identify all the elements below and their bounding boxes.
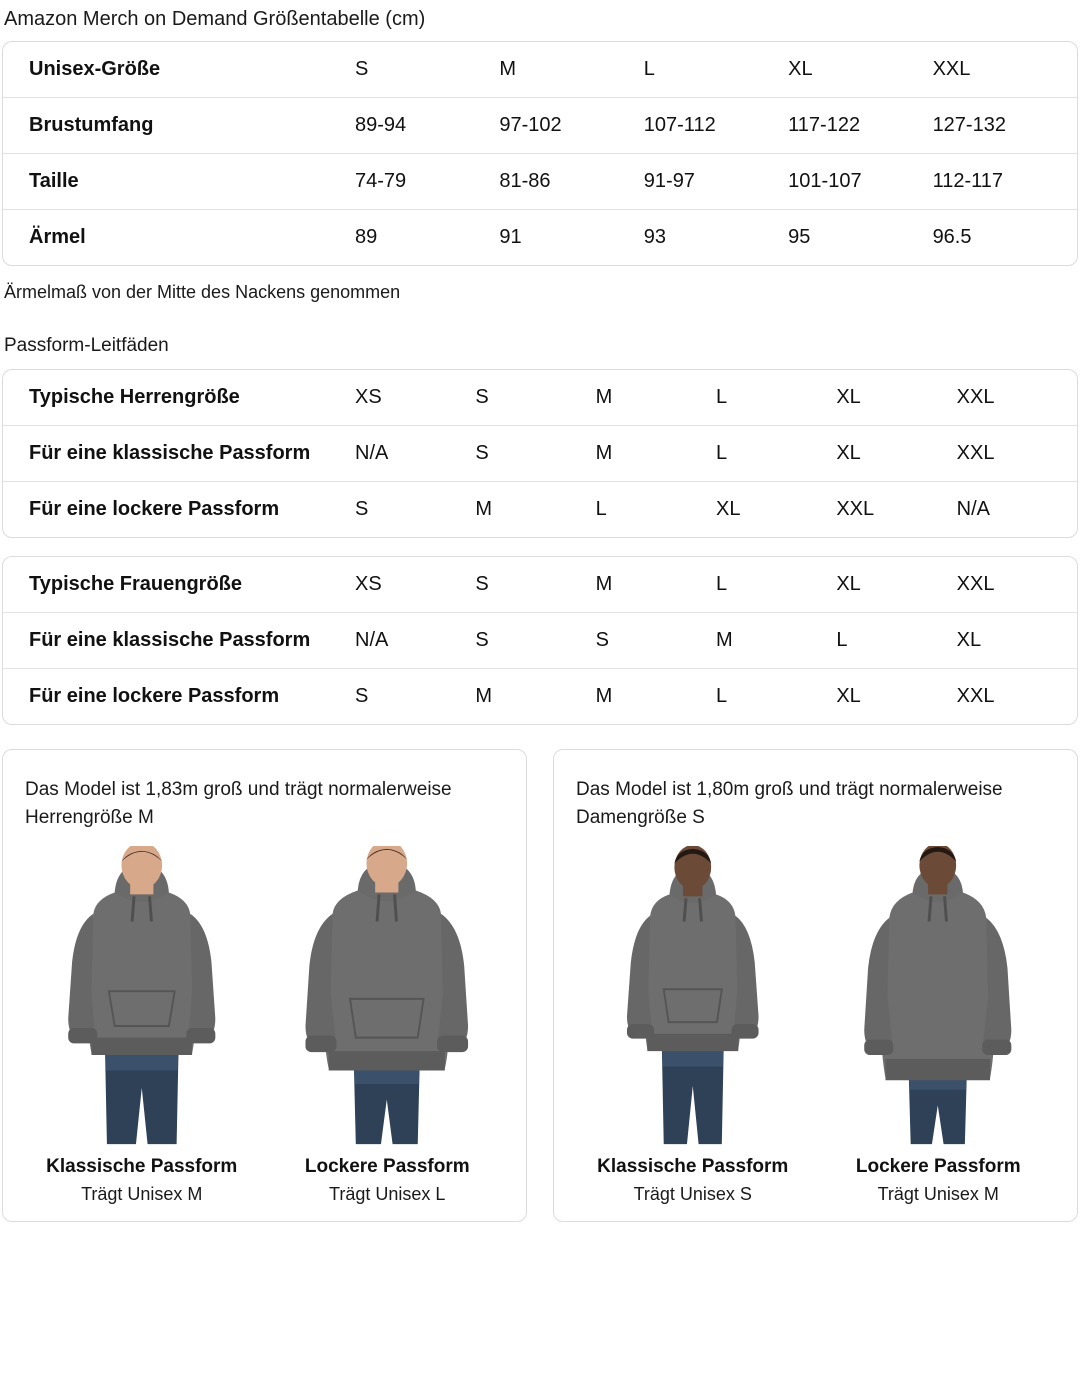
row-label: Für eine lockere Passform: [3, 669, 355, 725]
cell: 127-132: [933, 98, 1077, 154]
female-loose-fit-figure: [822, 846, 1056, 1205]
cell: 95: [788, 210, 932, 266]
cell: L: [836, 613, 956, 669]
row-label: Typische Frauengröße: [29, 573, 243, 595]
row-label: Für eine klassische Passform: [3, 613, 355, 669]
table-row: [3, 98, 1077, 154]
male-loose-fit-figure: [271, 846, 505, 1205]
cell: 93: [644, 210, 788, 266]
mens-fit-table: [3, 370, 1077, 537]
fit-name: Klassische Passform: [597, 1156, 789, 1177]
cell: 107-112: [644, 98, 788, 154]
female-hoodie-classic-icon: [596, 846, 790, 1146]
cell: N/A: [355, 426, 475, 482]
cell: M: [475, 669, 595, 725]
page-title: Amazon Merch on Demand Größentabelle (cm): [4, 8, 426, 30]
sleeve-measurement-note: Ärmelmaß von der Mitte des Nackens genommen: [4, 282, 401, 302]
cell: 101-107: [788, 154, 932, 210]
cell: M: [475, 482, 595, 538]
cell: XXL: [957, 669, 1077, 725]
cell: M: [595, 386, 613, 408]
cell: XL: [836, 573, 861, 595]
fit-name: Klassische Passform: [46, 1156, 238, 1177]
cell: S: [355, 669, 475, 725]
male-classic-fit-figure: [25, 846, 259, 1205]
cell: M: [499, 58, 517, 80]
cell: XL: [836, 426, 956, 482]
size-chart-card: [2, 41, 1078, 266]
table-row: [3, 210, 1077, 266]
cell: XL: [716, 482, 836, 538]
row-label: Für eine klassische Passform: [3, 426, 355, 482]
cell: XL: [836, 669, 956, 725]
size-chart-table: [3, 42, 1077, 265]
cell: 97-102: [499, 98, 643, 154]
table-row: [3, 482, 1077, 538]
mens-fit-table-card: [2, 369, 1078, 538]
cell: XXL: [836, 482, 956, 538]
table-row: [3, 669, 1077, 725]
cell: 91: [499, 210, 643, 266]
model-photos-section: [0, 749, 1080, 1222]
table-row: [3, 154, 1077, 210]
female-classic-fit-figure: [576, 846, 810, 1205]
cell: M: [596, 426, 716, 482]
cell: 117-122: [788, 98, 932, 154]
table-row: [3, 613, 1077, 669]
cell: 74-79: [355, 154, 499, 210]
cell: S: [596, 613, 716, 669]
cell: S: [475, 573, 489, 595]
cell: 91-97: [644, 154, 788, 210]
cell: XXL: [956, 573, 995, 595]
cell: L: [643, 58, 655, 80]
female-model-card: [553, 749, 1078, 1222]
cell: XL: [836, 386, 861, 408]
womens-fit-table-card: [2, 556, 1078, 725]
table-row: [3, 557, 1077, 613]
cell: S: [355, 58, 369, 80]
cell: XXL: [956, 386, 995, 408]
table-row: [3, 426, 1077, 482]
cell: 112-117: [933, 154, 1077, 210]
fit-name: Lockere Passform: [855, 1156, 1021, 1177]
fit-guides-heading: Passform-Leitfäden: [4, 335, 169, 356]
cell: N/A: [957, 482, 1077, 538]
cell: L: [596, 482, 716, 538]
cell: L: [716, 669, 836, 725]
cell: XXL: [957, 426, 1077, 482]
row-label: Für eine lockere Passform: [3, 482, 355, 538]
male-model-card: [2, 749, 527, 1222]
cell: N/A: [355, 613, 475, 669]
cell: S: [475, 613, 595, 669]
cell: S: [475, 426, 595, 482]
fit-wears: Trägt Unisex L: [329, 1184, 446, 1204]
cell: 89: [355, 210, 499, 266]
fit-wears: Trägt Unisex M: [81, 1184, 203, 1204]
womens-fit-table: [3, 557, 1077, 724]
row-label: Taille: [3, 154, 355, 210]
cell: L: [715, 573, 728, 595]
cell: M: [595, 573, 613, 595]
cell: XS: [355, 386, 382, 408]
cell: M: [596, 669, 716, 725]
cell: L: [716, 426, 836, 482]
male-hoodie-loose-icon: [290, 846, 484, 1146]
cell: S: [475, 386, 489, 408]
row-label: Unisex-Größe: [29, 58, 161, 80]
cell: XL: [957, 613, 1077, 669]
cell: S: [355, 482, 475, 538]
row-label: Brustumfang: [3, 98, 355, 154]
cell: 96.5: [933, 210, 1077, 266]
female-model-caption: Das Model ist 1,80m groß und trägt normalerweise Damengröße S: [576, 779, 1003, 828]
row-label: Ärmel: [3, 210, 355, 266]
cell: XS: [355, 573, 382, 595]
cell: L: [715, 386, 728, 408]
female-hoodie-loose-icon: [841, 846, 1035, 1146]
cell: 81-86: [499, 154, 643, 210]
fit-wears: Trägt Unisex S: [633, 1184, 752, 1204]
row-label: Typische Herrengröße: [29, 386, 240, 408]
cell: XL: [788, 58, 813, 80]
male-hoodie-classic-icon: [45, 846, 239, 1146]
cell: 89-94: [355, 98, 499, 154]
table-row: [3, 370, 1077, 426]
cell: XXL: [932, 58, 971, 80]
fit-name: Lockere Passform: [304, 1156, 470, 1177]
male-model-caption: Das Model ist 1,83m groß und trägt normalerweise Herrengröße M: [25, 779, 452, 828]
cell: M: [716, 613, 836, 669]
fit-wears: Trägt Unisex M: [877, 1184, 999, 1204]
table-row: [3, 42, 1077, 98]
